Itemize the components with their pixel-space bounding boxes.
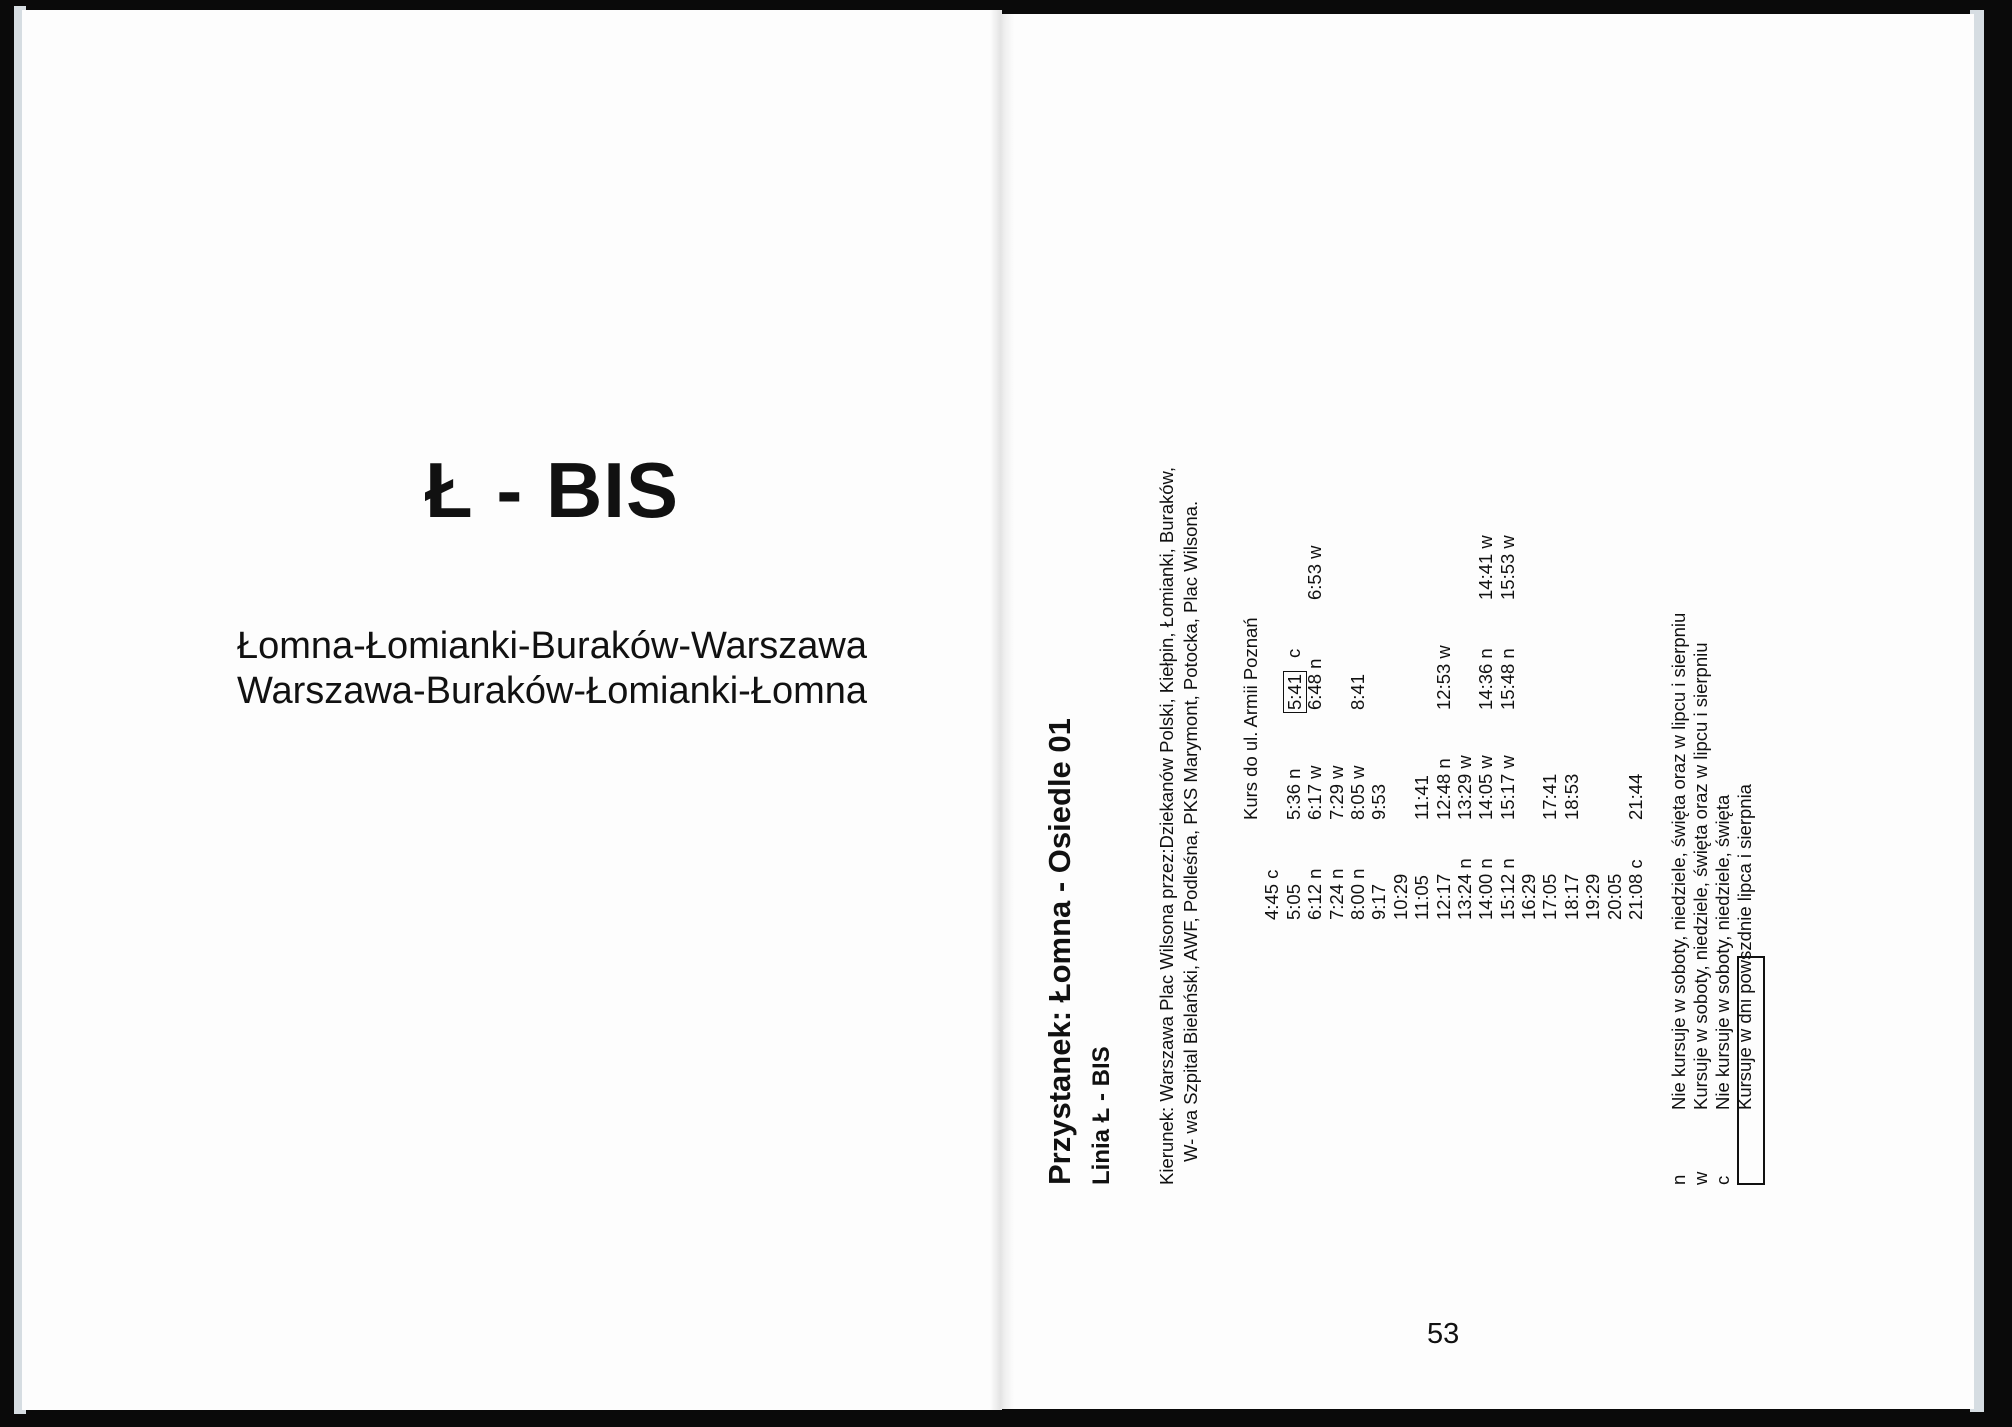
timetable-row	[1475, 360, 1496, 920]
departure-time: 12:17	[1432, 873, 1454, 920]
timetable-header-row	[1240, 360, 1261, 920]
departure-time: 6:12 n	[1304, 868, 1326, 920]
timetable	[1240, 360, 1646, 920]
departure-time: 14:36 n	[1475, 648, 1497, 710]
timetable-row	[1497, 360, 1518, 920]
stop-title: Przystanek: Łomna - Osiedle 01	[1042, 718, 1077, 1185]
page-number: 53	[1427, 1318, 1460, 1350]
departure-time: 18:53	[1560, 773, 1582, 820]
boxed-suffix: c	[1282, 648, 1304, 658]
legend-text: Nie kursuje w soboty, niedziele, święta	[1712, 794, 1733, 1110]
departure-time: 6:48 n	[1304, 658, 1326, 710]
legend-item	[1690, 285, 1712, 1185]
route-outbound: Łomna-Łomianki-Buraków-Warszawa	[236, 625, 868, 667]
departure-time: 10:29	[1389, 873, 1411, 920]
column-header: Kurs do ul. Armii Poznań	[1240, 617, 1261, 820]
departure-time: 16:29	[1518, 873, 1540, 920]
departure-time: 8:00 n	[1346, 868, 1368, 920]
departure-time: 20:05	[1603, 873, 1625, 920]
left-page	[22, 10, 1002, 1410]
timetable-row	[1518, 360, 1539, 920]
timetable-row	[1283, 360, 1304, 920]
departure-time: 21:44	[1625, 773, 1647, 820]
departure-time: 9:17	[1368, 883, 1390, 920]
departure-time: 19:29	[1582, 873, 1604, 920]
departure-time: 5:05	[1282, 883, 1304, 920]
departure-time: 14:41 w	[1475, 535, 1497, 600]
departure-time: 17:05	[1539, 873, 1561, 920]
departure-time: 15:48 n	[1496, 648, 1518, 710]
departure-time: 15:17 w	[1496, 755, 1518, 820]
line-title: Ł - BIS	[425, 446, 679, 534]
departure-time: 5:36 n	[1282, 768, 1304, 820]
timetable-row	[1411, 360, 1432, 920]
departure-time: 11:41	[1411, 775, 1433, 820]
timetable-row	[1454, 360, 1475, 920]
timetable-row	[1604, 360, 1625, 920]
departure-time: 5:41	[1283, 671, 1307, 713]
timetable-row	[1347, 360, 1368, 920]
timetable-row	[1390, 360, 1411, 920]
departure-time: 11:05	[1411, 875, 1433, 920]
departure-time: 6:53 w	[1304, 545, 1326, 600]
timetable-row	[1582, 360, 1603, 920]
legend-text: Kursuje w soboty, niedziele, święta oraz w lipcu i sierpniu	[1690, 642, 1711, 1110]
direction-line-1: Kierunek: Warszawa Plac Wilsona przez:Dziekanów Polski, Kiełpin, Łomianki, Buraków,	[1156, 466, 1177, 1185]
departure-time: 4:45 c	[1261, 869, 1283, 920]
departure-time: 17:41	[1539, 773, 1561, 820]
timetable-body	[1261, 360, 1646, 920]
timetable-row	[1539, 360, 1560, 920]
departure-time: 15:12 n	[1496, 858, 1518, 920]
legend-key: n	[1668, 1174, 1689, 1185]
timetable-sheet	[1020, 20, 1850, 1210]
departure-time: 8:41	[1346, 673, 1368, 710]
departure-time: 8:05 w	[1346, 765, 1368, 820]
departure-time: 13:29 w	[1453, 755, 1475, 820]
timetable-row	[1433, 360, 1454, 920]
departure-time: 12:48 n	[1432, 758, 1454, 820]
timetable-row	[1261, 360, 1282, 920]
departure-time: 15:53 w	[1496, 535, 1518, 600]
departure-time: 21:08 c	[1625, 859, 1647, 920]
timetable-row	[1561, 360, 1582, 920]
legend-item	[1712, 285, 1734, 1185]
departure-time: 14:05 w	[1475, 755, 1497, 820]
departure-time: 7:24 n	[1325, 868, 1347, 920]
departure-time: 14:00 n	[1475, 858, 1497, 920]
legend	[1668, 285, 1756, 1185]
timetable-row	[1625, 360, 1646, 920]
timetable-row	[1326, 360, 1347, 920]
legend-key: w	[1690, 1171, 1711, 1185]
line-name: Linia Ł - BIS	[1088, 1046, 1115, 1185]
route-return: Warszawa-Buraków-Łomianki-Łomna	[236, 670, 868, 712]
timetable-row	[1304, 360, 1325, 920]
legend-text: Nie kursuje w soboty, niedziele, święta oraz w lipcu i sierpniu	[1668, 612, 1689, 1110]
timetable-row	[1368, 360, 1389, 920]
departure-time: 13:24 n	[1453, 858, 1475, 920]
departure-time: 12:53 w	[1432, 645, 1454, 710]
departure-time: 18:17	[1560, 873, 1582, 920]
legend-box	[1737, 956, 1765, 1185]
departure-time: 9:53	[1368, 783, 1390, 820]
legend-item	[1668, 285, 1690, 1185]
departure-time: 6:17 w	[1304, 765, 1326, 820]
direction-line-2: W- wa Szpital Bielański, AWF, Podleśna, PKS Marymont, Potocka, Plac Wilsona.	[1180, 500, 1201, 1162]
departure-time: 7:29 w	[1325, 765, 1347, 820]
legend-key: c	[1712, 1175, 1733, 1185]
book-spine	[990, 10, 1014, 1410]
legend-text: Kursuje w dni powszdnie lipca i sierpnia	[1734, 784, 1755, 1110]
